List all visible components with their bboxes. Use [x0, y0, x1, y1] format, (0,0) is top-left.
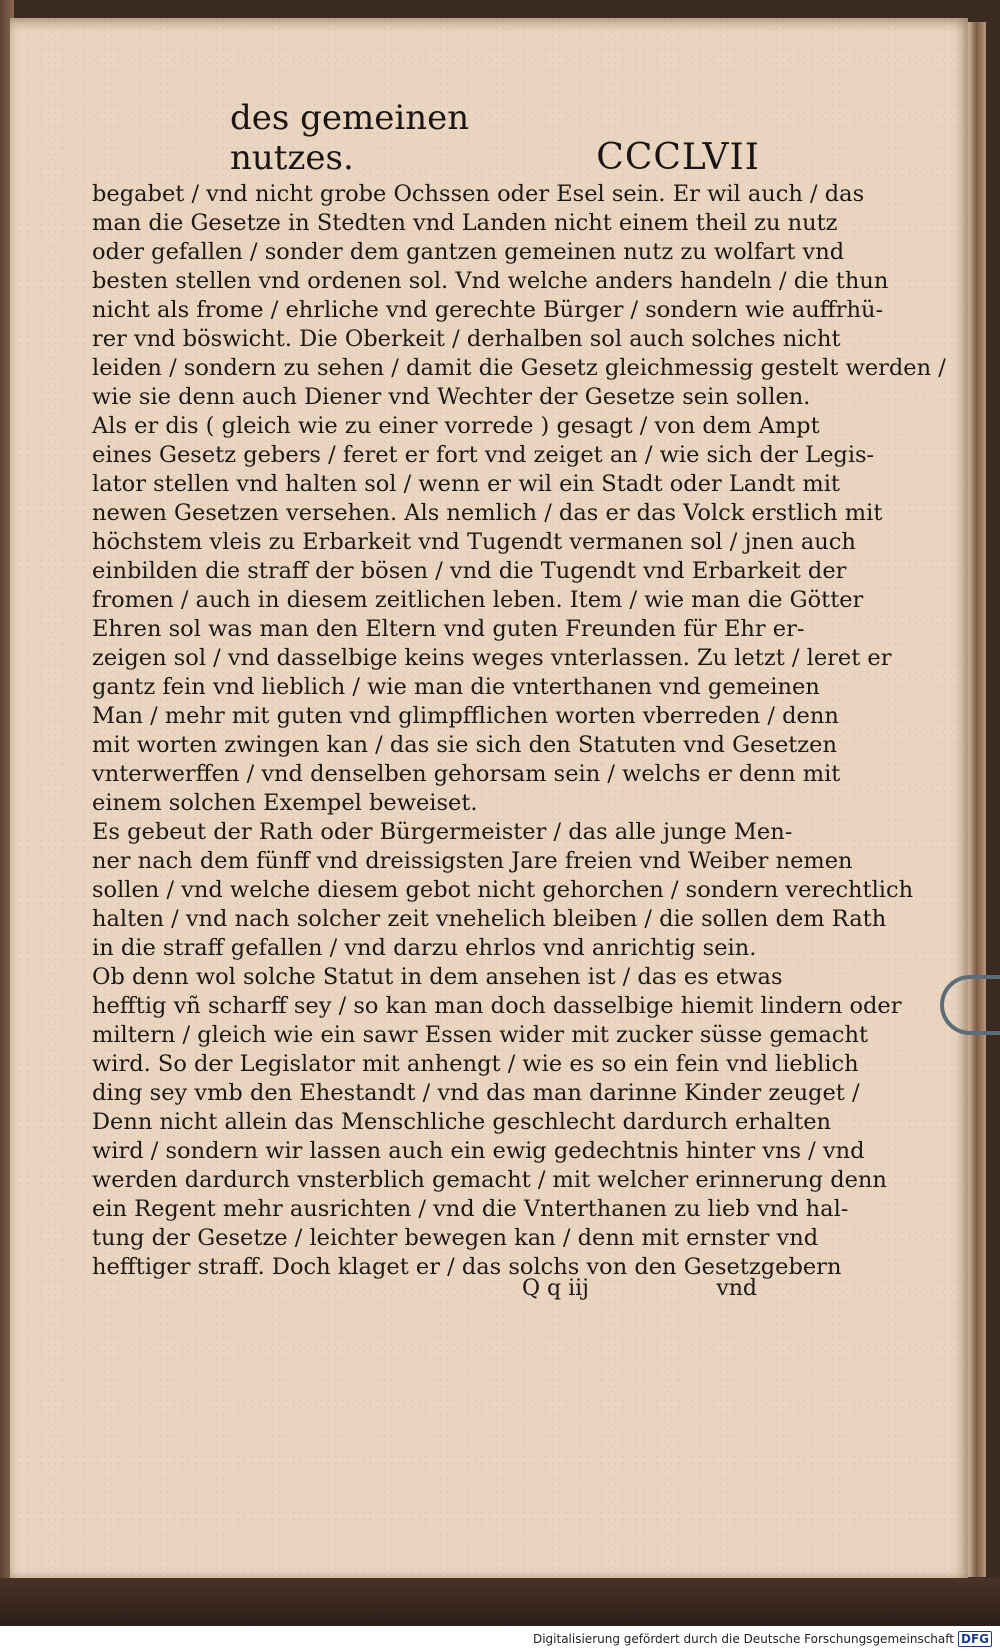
catchword: vnd — [716, 1276, 757, 1301]
text-line: tung der Gesetze / leichter bewegen kan / denn mit ernster vnd — [92, 1225, 819, 1251]
body-text — [92, 180, 946, 1282]
text-line: zeigen sol / vnd dasselbige keins weges vnterlassen. Zu letzt / leret er — [92, 645, 892, 671]
text-line: sollen / vnd welche diesem gebot nicht gehorchen / sondern verechtlich — [92, 877, 914, 903]
page-clip-icon — [940, 975, 1000, 1035]
text-line: einbilden die straff der bösen / vnd die Tugendt vnd Erbarkeit der — [92, 558, 847, 584]
book-cover-bottom — [0, 1578, 1000, 1626]
text-line: man die Gesetze in Stedten vnd Landen nicht einem theil zu nutz — [92, 210, 838, 236]
text-line: höchstem vleis zu Erbarkeit vnd Tugendt vermanen sol / jnen auch — [92, 529, 856, 555]
text-line: rer vnd böswicht. Die Oberkeit / derhalben sol auch solches nicht — [92, 326, 841, 352]
text-line: Es gebeut der Rath oder Bürgermeister / das alle junge Men- — [92, 819, 793, 845]
text-line: ner nach dem fünff vnd dreissigsten Jare freien vnd Weiber nemen — [92, 848, 853, 874]
text-line: hefftig vñ scharff sey / so kan man doch dasselbige hiemit lindern oder — [92, 993, 902, 1019]
text-line: wird / sondern wir lassen auch ein ewig gedechtnis hinter vns / vnd — [92, 1138, 865, 1164]
page-footer — [92, 1276, 757, 1306]
text-line: ein Regent mehr ausrichten / vnd die Vnterthanen zu lieb vnd hal- — [92, 1196, 849, 1222]
text-line: fromen / auch in diesem zeitlichen leben. Item / wie man die Götter — [92, 587, 864, 613]
text-line: newen Gesetzen versehen. Als nemlich / das er das Volck erstlich mit — [92, 500, 883, 526]
text-line: Ehren sol was man den Eltern vnd guten Freunden für Ehr er- — [92, 616, 805, 642]
text-line: ding sey vmb den Ehestandt / vnd das man darinne Kinder zeuget / — [92, 1080, 860, 1106]
text-line: besten stellen vnd ordenen sol. Vnd welche anders handeln / die thun — [92, 268, 889, 294]
text-line: mit worten zwingen kan / das sie sich den Statuten vnd Gesetzen — [92, 732, 837, 758]
credit-bar — [0, 1626, 1000, 1652]
text-line: Ob denn wol solche Statut in dem ansehen ist / das es etwas — [92, 964, 783, 990]
running-title: des gemeinen nutzes. — [230, 98, 470, 178]
dfg-logo-icon: DFG — [958, 1631, 992, 1647]
signature-mark: Q q iij — [522, 1276, 589, 1301]
text-line: halten / vnd nach solcher zeit vnehelich bleiben / die sollen dem Rath — [92, 906, 887, 932]
text-line: lator stellen vnd halten sol / wenn er wil ein Stadt oder Landt mit — [92, 471, 840, 497]
text-line: begabet / vnd nicht grobe Ochssen oder Esel sein. Er wil auch / das — [92, 181, 865, 207]
text-line: miltern / gleich wie ein sawr Essen wider mit zucker süsse gemacht — [92, 1022, 869, 1048]
credit-text: Digitalisierung gefördert durch die Deutsche Forschungsgemeinschaft — [532, 1632, 954, 1646]
text-line: oder gefallen / sonder dem gantzen gemeinen nutz zu wolfart vnd — [92, 239, 845, 265]
text-line: Als er dis ( gleich wie zu einer vorrede ) gesagt / von dem Ampt — [92, 413, 820, 439]
text-line: in die straff gefallen / vnd darzu ehrlos vnd anrichtig sein. — [92, 935, 757, 961]
text-line: werden dardurch vnsterblich gemacht / mit welcher erinnerung denn — [92, 1167, 887, 1193]
text-line: hefftiger straff. Doch klaget er / das solchs von den Gesetzgebern — [92, 1254, 842, 1280]
text-line: Man / mehr mit guten vnd glimpfflichen worten vberreden / denn — [92, 703, 839, 729]
text-line: vnterwerffen / vnd denselben gehorsam sein / welchs er denn mit — [92, 761, 841, 787]
text-line: gantz fein vnd lieblich / wie man die vnterthanen vnd gemeinen — [92, 674, 820, 700]
folio-number: CCCLVII — [596, 137, 760, 178]
text-line: nicht als frome / ehrliche vnd gerechte Bürger / sondern wie auffrhü- — [92, 297, 884, 323]
text-line: wie sie denn auch Diener vnd Wechter der Gesetze sein sollen. — [92, 384, 811, 410]
text-line: einem solchen Exempel beweiset. — [92, 790, 478, 816]
text-line: wird. So der Legislator mit anhengt / wie es so ein fein vnd lieblich — [92, 1051, 859, 1077]
page-header — [230, 98, 760, 178]
text-line: leiden / sondern zu sehen / damit die Gesetz gleichmessig gestelt werden / — [92, 355, 946, 381]
text-line: Denn nicht allein das Menschliche geschlecht dardurch erhalten — [92, 1109, 832, 1135]
text-line: eines Gesetz gebers / feret er fort vnd zeiget an / wie sich der Legis- — [92, 442, 875, 468]
